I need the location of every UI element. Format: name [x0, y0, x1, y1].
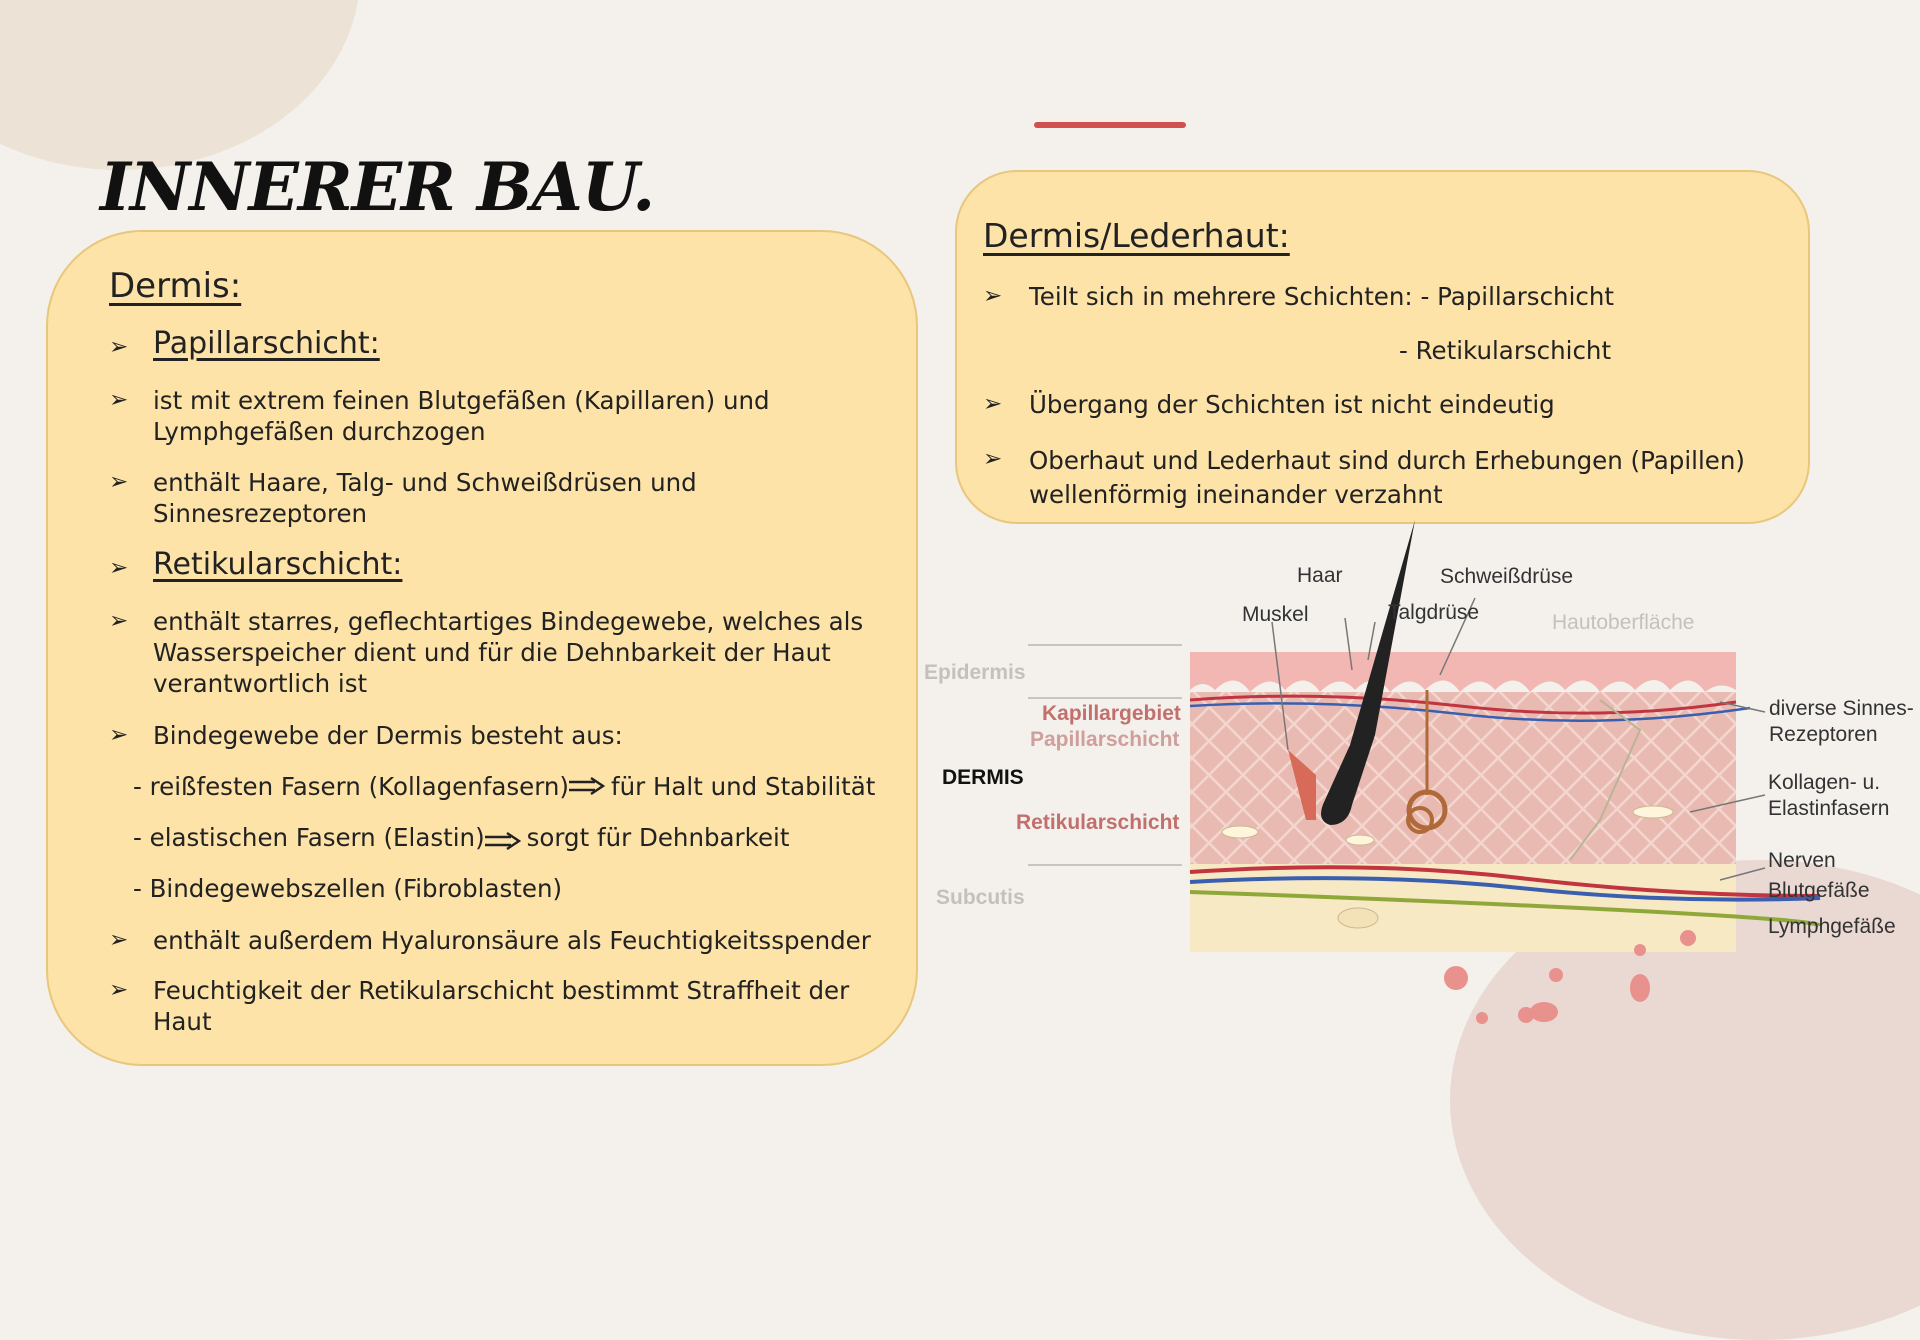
- label-dermis: DERMIS: [942, 766, 1024, 789]
- text-span: sorgt für Dehnbarkeit: [526, 823, 790, 852]
- arrow-bullet-icon: ➢: [983, 446, 1003, 472]
- fasern-line-2: [133, 822, 789, 853]
- text-line: Elastinfasern: [1768, 797, 1890, 820]
- text-span: für Halt und Stabilität: [610, 772, 876, 801]
- arrow-bullet-icon: ➢: [109, 387, 129, 413]
- arrow-bullet-icon: ➢: [109, 977, 129, 1003]
- arrow-bullet-icon: ➢: [109, 722, 129, 748]
- page-title: INNERER BAU.: [100, 148, 655, 226]
- lederhaut-heading: Dermis/Lederhaut:: [983, 216, 1290, 255]
- label-sinnesrezeptoren: [1769, 696, 1914, 748]
- text-line: wellenförmig ineinander verzahnt: [1029, 480, 1443, 509]
- text-line: enthält starres, geflechtartiges Bindegewebe, welches als: [153, 607, 864, 636]
- label-talgdruese: Talgdrüse: [1388, 601, 1480, 624]
- arrow-bullet-icon: ➢: [109, 469, 129, 495]
- label-blutgefaesse: Blutgefäße: [1768, 879, 1870, 902]
- text-line: Wasserspeicher dient und für die Dehnbarkeit der Haut: [153, 638, 831, 667]
- text-line: Oberhaut und Lederhaut sind durch Erhebungen (Papillen): [1029, 446, 1745, 475]
- label-retikularschicht: Retikularschicht: [1016, 811, 1180, 834]
- text-line: diverse Sinnes-: [1769, 697, 1914, 720]
- text-line: Haut: [153, 1007, 212, 1036]
- label-subcutis: Subcutis: [936, 886, 1025, 909]
- fasern-line-1: [133, 771, 875, 802]
- text-line: verantwortlich ist: [153, 669, 368, 698]
- text-line: Rezeptoren: [1769, 723, 1878, 746]
- label-hautoberflaeche: Hautoberfläche: [1552, 611, 1695, 634]
- label-papillarschicht: Papillarschicht: [1030, 728, 1180, 751]
- skin-diagram: [920, 520, 1920, 1080]
- label-haar: Haar: [1297, 564, 1343, 587]
- lederhaut-bullet-1-cont: - Retikularschicht: [1399, 336, 1612, 365]
- decor-circle-top-left: [0, 0, 360, 170]
- text-line: Sinnesrezeptoren: [153, 499, 368, 528]
- lederhaut-bullet-1: Teilt sich in mehrere Schichten: - Papillarschicht: [1029, 282, 1614, 311]
- arrow-bullet-icon: ➢: [109, 334, 129, 360]
- retikular-bullet-4: [153, 975, 849, 1037]
- text-line: ist mit extrem feinen Blutgefäßen (Kapillaren) und: [153, 386, 770, 415]
- text-line: Feuchtigkeit der Retikularschicht bestimmt Straffheit der: [153, 976, 850, 1005]
- label-nerven: Nerven: [1768, 849, 1836, 872]
- arrow-bullet-icon: ➢: [109, 555, 129, 581]
- retikular-heading: Retikularschicht:: [153, 547, 403, 582]
- label-kollagen-elastinfasern: [1768, 770, 1889, 822]
- arrow-bullet-icon: ➢: [109, 927, 129, 953]
- arrow-bullet-icon: ➢: [983, 391, 1003, 417]
- retikular-bullet-1: [153, 606, 863, 699]
- label-lymphgefaesse: Lymphgefäße: [1768, 915, 1896, 938]
- arrow-bullet-icon: ➢: [983, 283, 1003, 309]
- text-line: Lymphgefäßen durchzogen: [153, 417, 486, 446]
- label-schweissdruese: Schweißdrüse: [1440, 565, 1574, 588]
- text-span: - elastischen Fasern (Elastin): [133, 823, 485, 852]
- arrow-bullet-icon: ➢: [109, 608, 129, 634]
- text-span: - reißfesten Fasern (Kollagenfasern): [133, 772, 569, 801]
- label-epidermis: Epidermis: [924, 661, 1026, 684]
- accent-bar: [1034, 122, 1186, 128]
- label-kapillargebiet: Kapillargebiet: [1042, 702, 1181, 725]
- lederhaut-bullet-3: [1029, 444, 1745, 512]
- fasern-line-3: - Bindegewebszellen (Fibroblasten): [133, 874, 563, 903]
- retikular-bullet-3: enthält außerdem Hyaluronsäure als Feuchtigkeitsspender: [153, 926, 871, 955]
- lederhaut-bullet-2: Übergang der Schichten ist nicht eindeutig: [1029, 390, 1555, 419]
- text-line: enthält Haare, Talg- und Schweißdrüsen und: [153, 468, 697, 497]
- label-muskel: Muskel: [1242, 603, 1309, 626]
- papillar-bullet-2: [153, 467, 697, 529]
- papillar-bullet-1: [153, 385, 770, 447]
- papillar-heading: Papillarschicht:: [153, 326, 380, 361]
- double-arrow-icon: [569, 777, 605, 795]
- dermis-heading: Dermis:: [109, 266, 242, 306]
- text-line: Kollagen- u.: [1768, 771, 1881, 794]
- double-arrow-icon: [485, 832, 521, 850]
- retikular-bullet-2: Bindegewebe der Dermis besteht aus:: [153, 721, 623, 750]
